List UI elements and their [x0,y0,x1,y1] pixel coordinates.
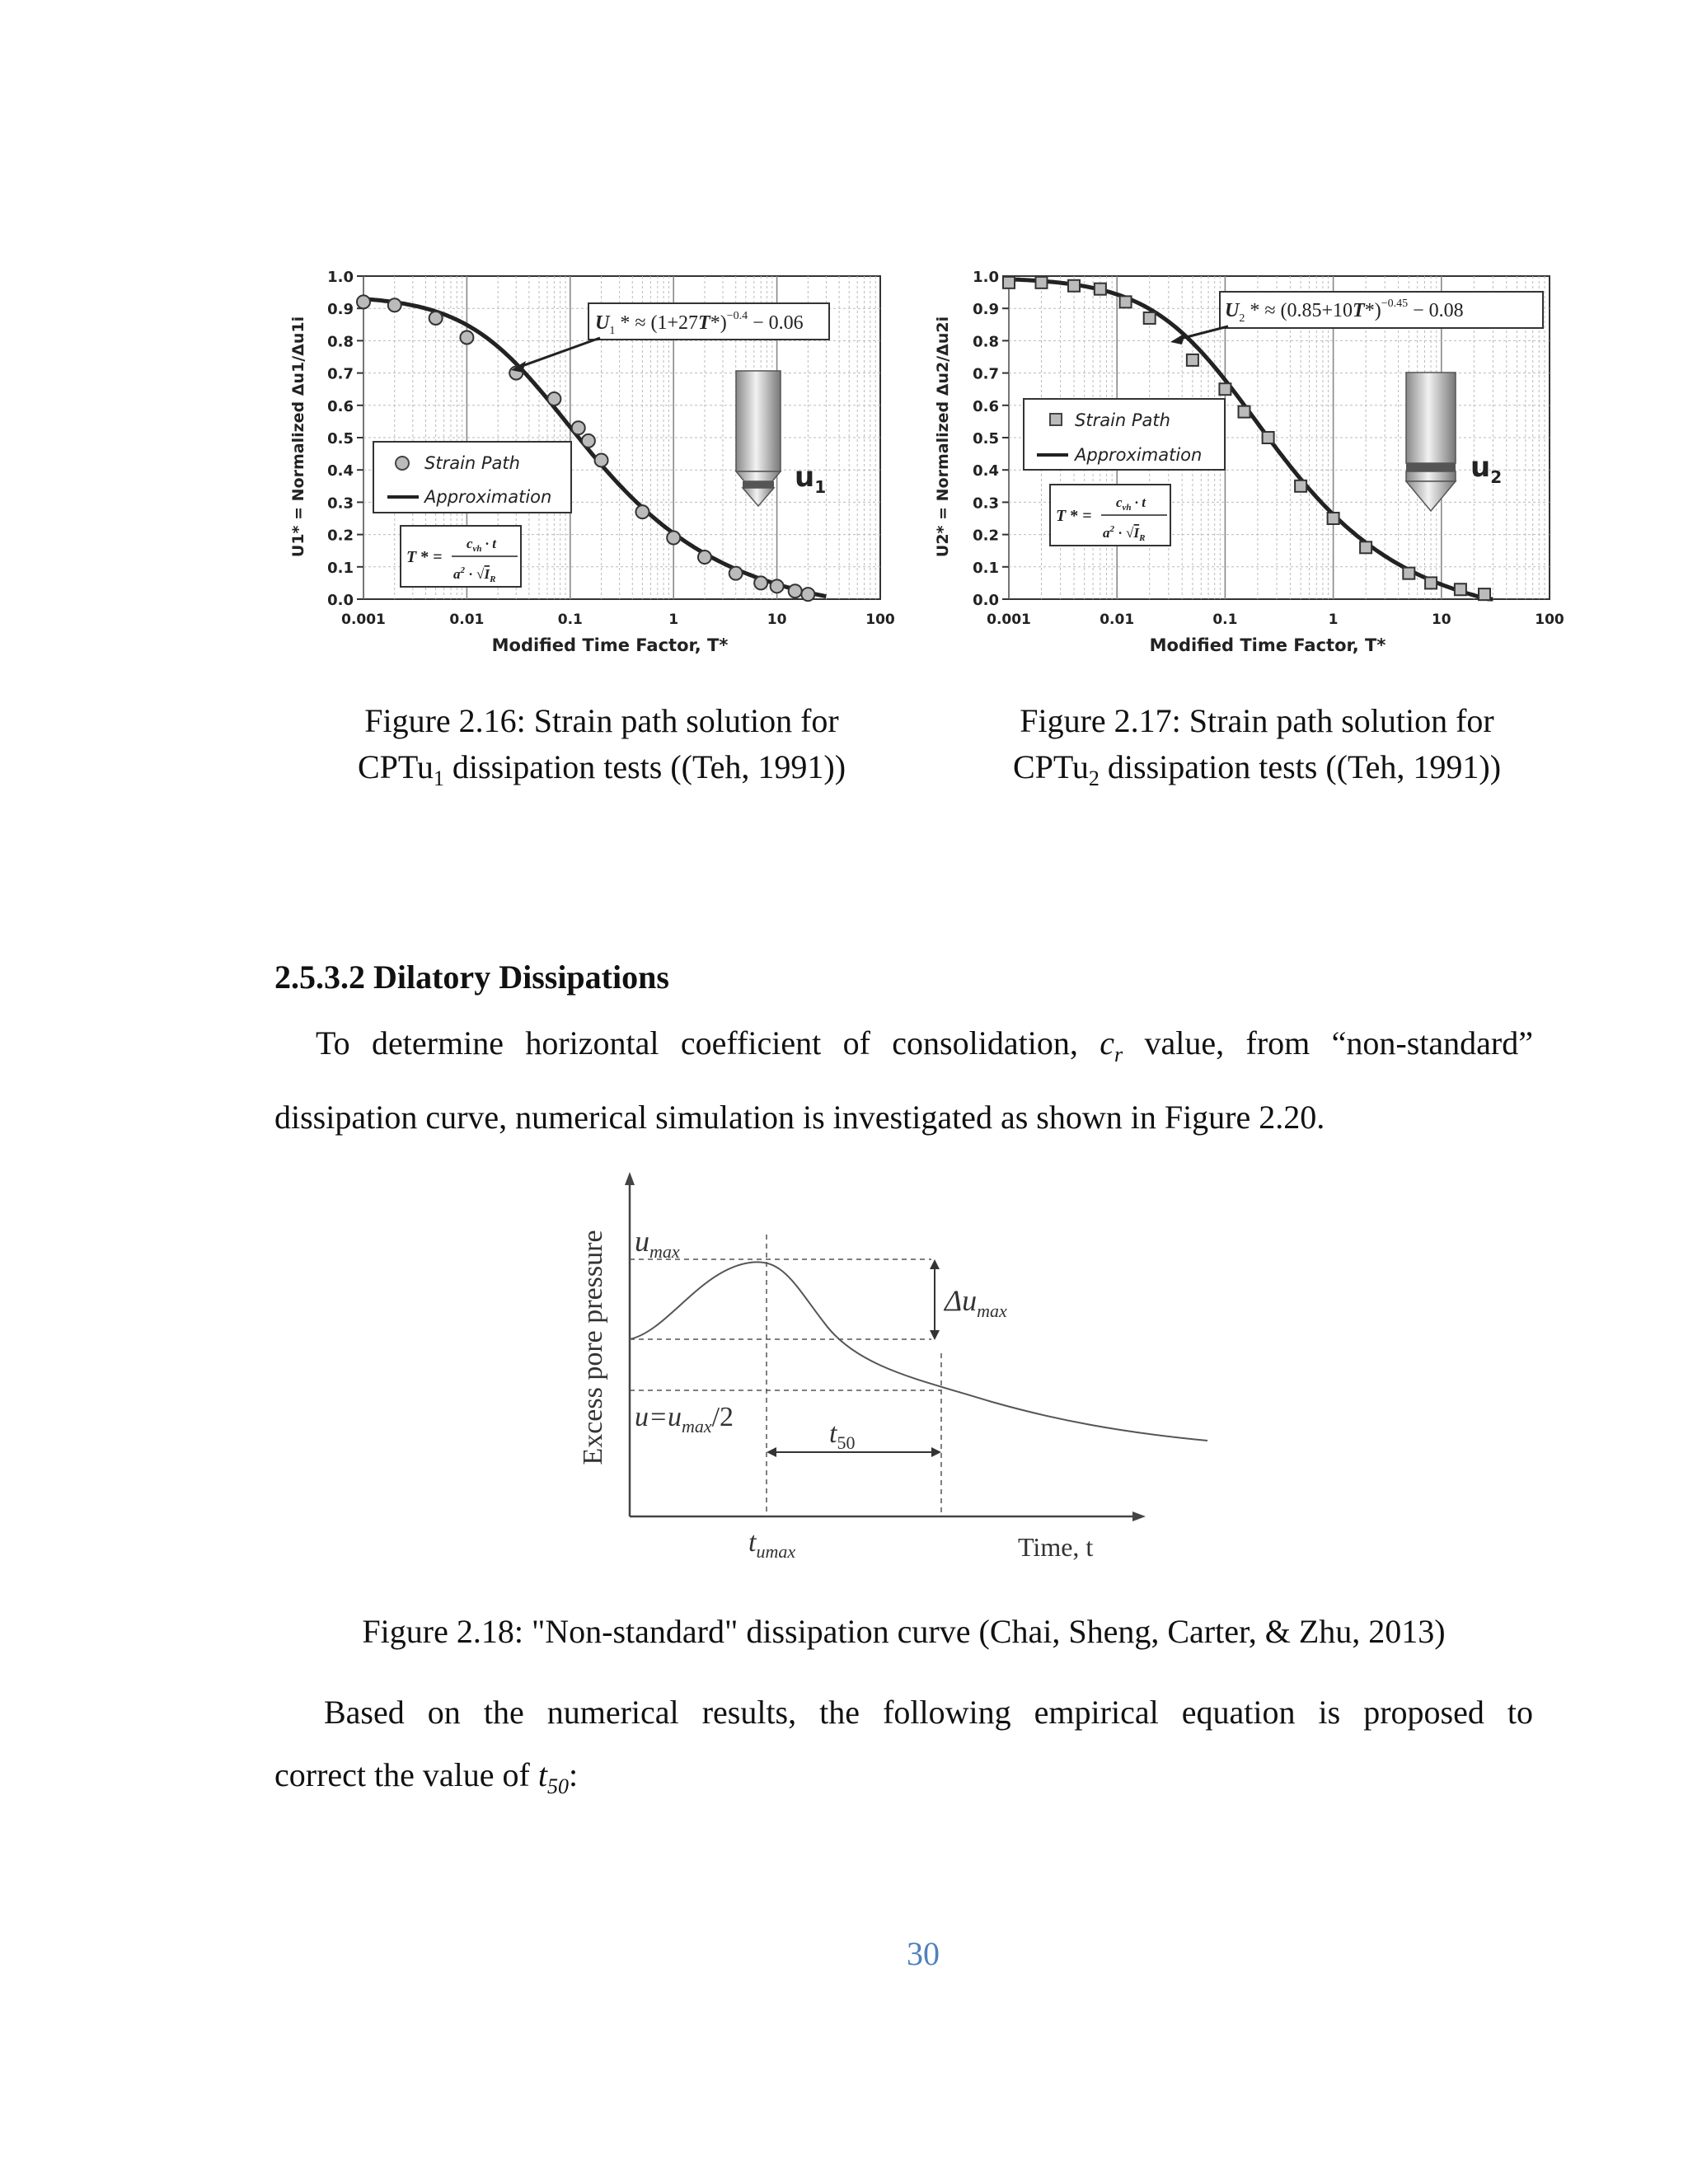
y-tick-label: 0.8 [973,333,999,351]
x-tick-labels [341,612,895,628]
svg-text:cvh · t: $c_{vh} \cdot t$ [467,536,497,554]
svg-text:T * =: T * = [1056,507,1092,525]
x-tick-label: 10 [767,612,787,628]
legend-strain-path: Strain Path [1075,410,1170,430]
y-tick-labels [973,269,1009,609]
y-tick-label: 0.3 [327,494,354,513]
figure-2-18-caption: Figure 2.18: "Non-standard" dissipation curve (Chai, Sheng, Carter, & Zhu, 2013) [362,1613,1446,1650]
data-point [771,579,784,593]
data-point [1403,568,1414,579]
data-point [1003,277,1015,288]
figure-2-16-caption: Figure 2.16: Strain path solution for CPTu$_1$ dissipation tests ((Teh, 1991)) [357,702,846,790]
x-tick-label: 100 [1535,612,1564,628]
data-point [1035,277,1047,288]
t-umax-label: $t_{umax}$ [748,1527,796,1562]
y-axis-label: U2* = Normalized Δu2/Δu2i [934,316,952,558]
data-point [1479,588,1490,600]
y-tick-label: 1.0 [973,269,999,286]
y-axis-label: Excess pore pressure [578,1230,608,1465]
data-point [698,551,711,564]
diagram-figure-2-18 [577,1162,1261,1574]
x-tick-label: 0.01 [1100,612,1135,628]
data-point [582,434,595,448]
y-tick-label: 0.5 [327,430,354,448]
page-number: 30 [907,1935,940,1972]
section-heading: 2.5.3.2 Dilatory Dissipations [274,958,669,996]
probe-label: $u_1$ [795,461,827,497]
data-point [1263,432,1274,443]
data-point [1187,354,1198,366]
y-tick-label: 0.2 [327,527,354,545]
y-tick-label: 0.0 [973,592,999,609]
data-point [1455,583,1466,595]
svg-text:cvh · t: $c_{vh} \cdot t$ [1116,494,1146,513]
y-tick-label: 0.1 [973,559,999,577]
data-point [801,588,814,601]
x-tick-label: 1 [1328,612,1339,628]
data-point [1425,577,1437,588]
legend-approximation: Approximation [424,487,552,507]
data-point [729,567,743,580]
data-point [429,312,443,325]
data-point [547,392,560,405]
y-tick-label: 0.5 [973,430,999,448]
data-point [1120,296,1132,307]
data-point [460,330,473,344]
y-tick-label: 1.0 [327,269,354,286]
chart-legend [1024,399,1225,470]
x-tick-label: 10 [1431,612,1451,628]
data-point [595,453,608,466]
y-tick-label: 0.1 [327,559,354,577]
legend-marker-strain-path [1050,414,1062,425]
x-axis-label: Modified Time Factor, T* [1149,635,1386,655]
paragraph-2: Based on the numerical results, the following empirical equation is proposed to correct the value of $t_{50}$: [274,1694,1533,1798]
y-tick-label: 0.7 [327,365,354,383]
y-tick-label: 0.3 [973,494,999,513]
data-point [1239,406,1250,418]
svg-text:a2 · √IR: $a^2 \cdot √I_R$ [453,565,496,584]
y-tick-label: 0.9 [327,301,354,319]
x-tick-label: 0.1 [557,612,583,628]
svg-text:a2 · √IR: $a^2 \cdot √I_R$ [1103,524,1146,543]
data-point [1360,541,1372,553]
x-tick-label: 100 [865,612,895,628]
data-point [1328,513,1339,524]
legend-marker-strain-path [396,457,409,470]
data-point [357,295,370,308]
y-tick-label: 0.6 [973,397,999,415]
data-point [754,576,767,589]
data-point [635,505,649,518]
y-tick-label: 0.2 [973,527,999,545]
paragraph-1: To determine horizontal coefficient of consolidation, $c_r$ value, from “non-standard” dissipation curve, numerical simulation is investigated as shown in Figure 2.20. [274,1024,1533,1136]
x-axis-label: Time, t [1018,1532,1094,1562]
data-point [1144,312,1156,324]
svg-text:T * =: T * = [406,548,443,566]
x-axis-label: Modified Time Factor, T* [491,635,729,655]
x-tick-labels [987,612,1564,628]
time-factor-formula [1050,485,1170,546]
x-axis-arrow [1132,1511,1146,1521]
svg-text:U2 * ≈ (0.85+10T*)−0.45 − 0.08: $U_2$ * ≈ $(0.85+10T*)^{-0.45} - 0.08$ [1225,298,1464,325]
y-tick-label: 0.0 [327,592,354,609]
chart-figure-2-16 [280,255,915,668]
data-point [667,532,680,545]
data-point [1295,480,1306,492]
legend-strain-path: Strain Path [424,453,520,473]
figure-2-17-caption: Figure 2.17: Strain path solution for CPTu$_2$ dissipation tests ((Teh, 1991)) [1012,702,1502,790]
y-tick-label: 0.4 [327,462,354,480]
x-tick-label: 0.001 [341,612,386,628]
time-factor-formula [401,526,521,587]
y-tick-label: 0.4 [973,462,999,480]
y-tick-labels [327,269,363,609]
delta-u-max-label: $\Delta u_{max}$ [945,1284,1007,1321]
t50-label: $t_{50}$ [829,1418,856,1453]
y-tick-label: 0.9 [973,301,999,319]
svg-text:U1 * ≈ (1+27T*)−0.4 − 0.06: $U_1$ * ≈ $(1+27T*)^{-0.4} - 0.06$ [595,310,804,337]
x-tick-label: 0.001 [987,612,1031,628]
data-point [1219,383,1231,395]
data-point [1095,284,1106,295]
data-point [789,584,802,598]
chart-figure-2-17 [930,255,1573,668]
y-tick-label: 0.8 [327,333,354,351]
half-u-max-label: $u=u_{max}/2$ [635,1402,734,1436]
probe-label: $u_2$ [1470,451,1503,487]
u-max-label: $u_{max}$ [635,1225,680,1262]
data-point [572,421,585,434]
x-tick-label: 1 [668,612,679,628]
y-tick-label: 0.7 [973,365,999,383]
x-tick-label: 0.1 [1212,612,1238,628]
reference-lines [630,1235,941,1516]
y-axis-arrow [625,1172,635,1185]
y-axis-label: U1* = Normalized Δu1/Δu1i [289,316,307,558]
y-tick-label: 0.6 [327,397,354,415]
data-point [1068,280,1080,292]
legend-approximation: Approximation [1075,445,1203,465]
x-tick-label: 0.01 [449,612,485,628]
chart-legend [373,442,571,513]
data-point [388,298,401,312]
